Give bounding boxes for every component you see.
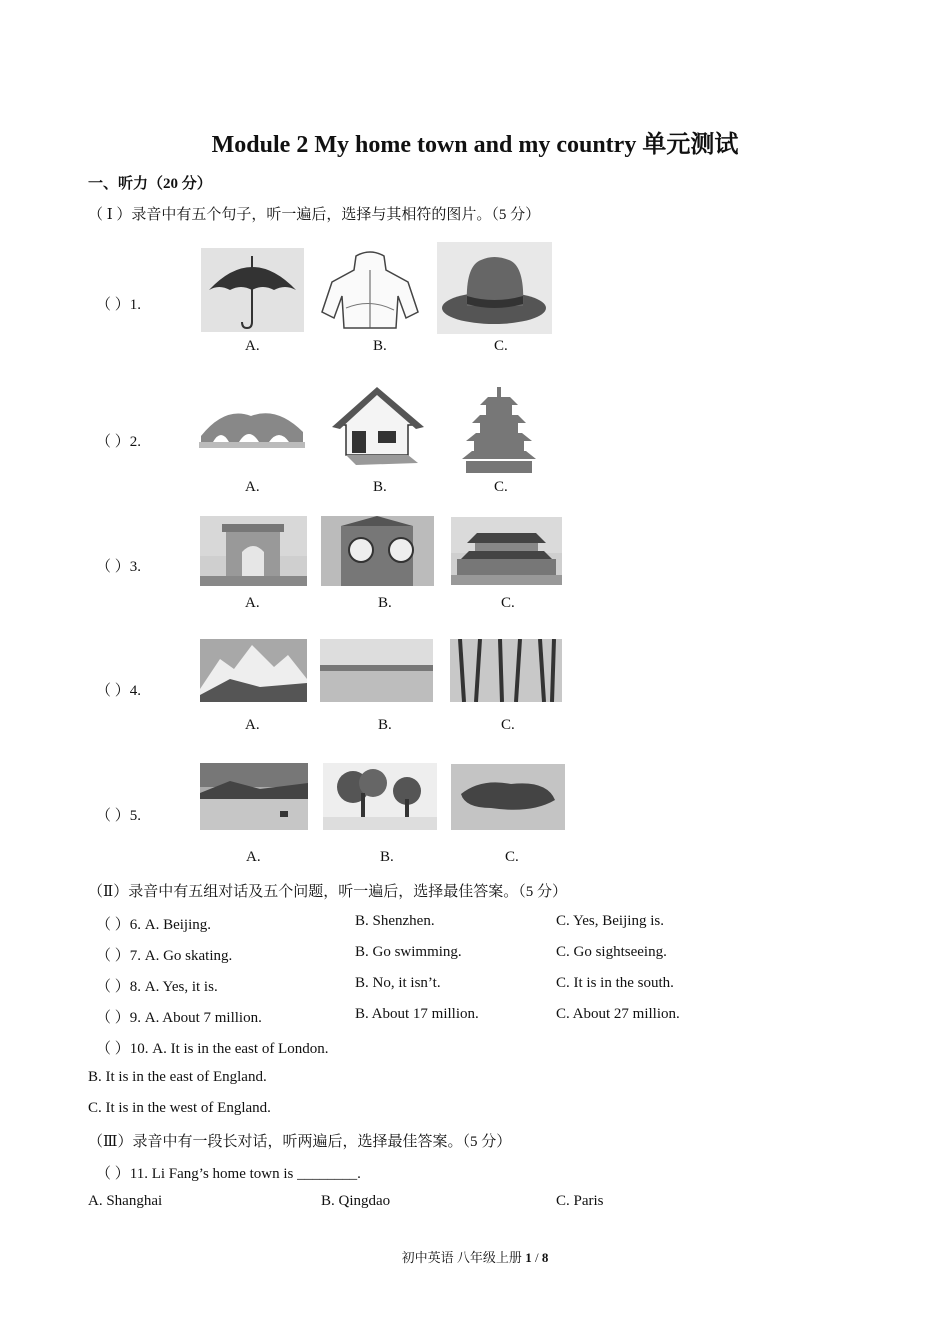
forest-picture (450, 639, 562, 702)
option-letter-c: C. (494, 338, 508, 354)
bridge-picture (199, 402, 305, 448)
question-label: （ ）3. (96, 559, 142, 575)
question-label: （ ）8. A. Yes, it is. (96, 979, 218, 995)
option-letter-c: C. (505, 849, 519, 865)
page-title: Module 2 My home town and my country 单元测试 (211, 132, 739, 158)
lake-picture (320, 639, 433, 702)
question-label: （ ）4. (96, 683, 142, 699)
part3-instruction: （Ⅲ）录音中有一段长对话，听两遍后，选择最佳答案。（5 分） (88, 1134, 512, 1150)
question-label: （ ）9. A. About 7 million. (96, 1010, 262, 1026)
grassland-picture (200, 763, 308, 830)
option-c: C. Paris (556, 1193, 604, 1209)
question-label: （ ）10. A. It is in the east of London. (96, 1041, 329, 1057)
trees-picture (323, 763, 437, 830)
question-label: （ ）11. Li Fang’s home town is ________. (96, 1166, 361, 1182)
part2-instruction: （Ⅱ）录音中有五组对话及五个问题，听一遍后，选择最佳答案。（5 分） (88, 884, 567, 900)
option-b: B. It is in the east of England. (88, 1069, 267, 1085)
question-label: （ ）6. A. Beijing. (96, 917, 211, 933)
option-letter-b: B. (378, 717, 392, 733)
option-a: A. Shanghai (88, 1193, 163, 1209)
option-b: B. About 17 million. (355, 1006, 479, 1022)
page-total: 8 (541, 1250, 549, 1265)
hat-picture (437, 242, 552, 334)
option-b: B. Shenzhen. (355, 913, 435, 929)
option-c: C. It is in the west of England. (88, 1100, 271, 1116)
umbrella-picture (201, 248, 304, 332)
section-heading: 一、听力（20 分） (88, 176, 212, 192)
page-number: 1 (525, 1250, 532, 1265)
option-letter-b: B. (380, 849, 394, 865)
option-letter-b: B. (378, 595, 392, 611)
question-label: （ ）2. (96, 434, 142, 450)
option-c: C. Yes, Beijing is. (556, 913, 664, 929)
pagoda-picture (456, 385, 542, 475)
option-letter-a: A. (245, 717, 260, 733)
option-letter-a: A. (245, 595, 260, 611)
page-footer (0, 1247, 950, 1266)
option-c: C. Go sightseeing. (556, 944, 667, 960)
question-label: （ ）7. A. Go skating. (96, 948, 233, 964)
arc-de-triomphe-picture (200, 516, 307, 586)
island-picture (451, 764, 565, 830)
tiananmen-picture (451, 517, 562, 585)
part1-instruction: （ Ⅰ ）录音中有五个句子，听一遍后，选择与其相符的图片。（5 分） (88, 207, 541, 223)
option-letter-a: A. (245, 338, 260, 354)
option-letter-a: A. (245, 479, 260, 495)
option-letter-c: C. (501, 717, 515, 733)
option-b: B. Go swimming. (355, 944, 462, 960)
footer-text: 初中英语 八年级上册 (401, 1250, 526, 1265)
option-b: B. No, it isn’t. (355, 975, 441, 991)
option-letter-b: B. (373, 338, 387, 354)
option-letter-b: B. (373, 479, 387, 495)
option-letter-a: A. (246, 849, 261, 865)
option-c: C. About 27 million. (556, 1006, 680, 1022)
raincoat-picture (316, 248, 424, 332)
option-letter-c: C. (494, 479, 508, 495)
page-separator: / (531, 1250, 542, 1265)
house-picture (320, 385, 434, 467)
option-c: C. It is in the south. (556, 975, 674, 991)
option-b: B. Qingdao (321, 1193, 391, 1209)
big-ben-picture (321, 516, 434, 586)
question-label: （ ）1. (96, 297, 142, 313)
option-letter-c: C. (501, 595, 515, 611)
question-label: （ ）5. (96, 808, 142, 824)
mountains-picture (200, 639, 307, 702)
